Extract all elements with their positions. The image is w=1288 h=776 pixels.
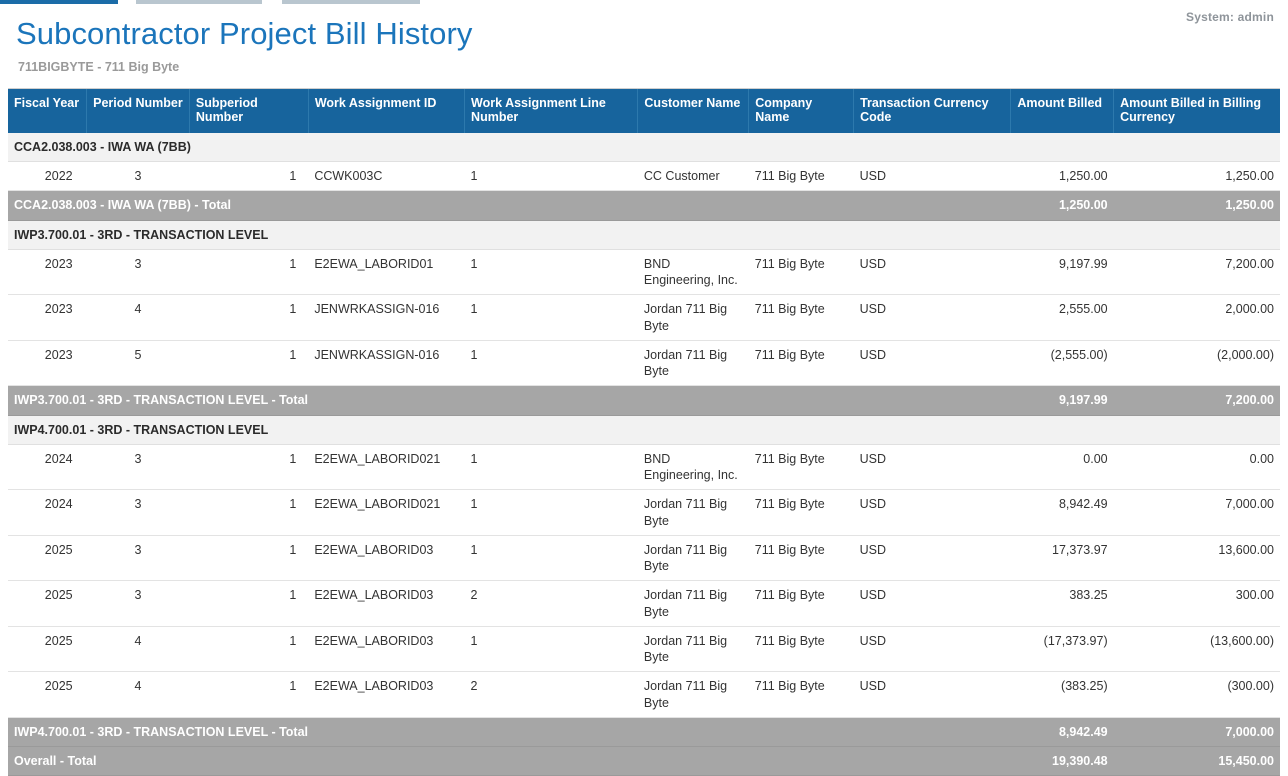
cell-work-assignment-id: E2EWA_LABORID01 xyxy=(308,249,464,295)
group-header-row xyxy=(8,133,1280,162)
cell-work-assignment-line-number: 1 xyxy=(465,535,638,581)
table-row xyxy=(8,672,1280,718)
cell-work-assignment-id: JENWRKASSIGN-016 xyxy=(308,295,464,341)
total-label: IWP4.700.01 - 3RD - TRANSACTION LEVEL - Total xyxy=(8,717,1011,746)
total-label: CCA2.038.003 - IWA WA (7BB) - Total xyxy=(8,191,1011,220)
table-row xyxy=(8,581,1280,627)
cell-amount-billed: 0.00 xyxy=(1011,444,1114,490)
cell-work-assignment-id: E2EWA_LABORID021 xyxy=(308,444,464,490)
bill-history-table xyxy=(8,89,1280,776)
total-amount-billed-billing-currency: 7,000.00 xyxy=(1114,717,1280,746)
cell-customer-name: Jordan 711 Big Byte xyxy=(638,626,749,672)
cell-company-name: 711 Big Byte xyxy=(749,626,854,672)
report-table-container xyxy=(8,88,1280,776)
table-row xyxy=(8,249,1280,295)
cell-customer-name: Jordan 711 Big Byte xyxy=(638,295,749,341)
cell-company-name: 711 Big Byte xyxy=(749,295,854,341)
cell-period-number: 4 xyxy=(87,672,190,718)
cell-transaction-currency-code: USD xyxy=(854,444,1011,490)
cell-fiscal-year: 2023 xyxy=(8,249,87,295)
column-header-work-assignment-id[interactable]: Work Assignment ID xyxy=(308,89,464,133)
cell-customer-name: Jordan 711 Big Byte xyxy=(638,535,749,581)
table-row xyxy=(8,490,1280,536)
cell-company-name: 711 Big Byte xyxy=(749,249,854,295)
group-header-label: IWP4.700.01 - 3RD - TRANSACTION LEVEL xyxy=(8,415,1280,444)
tab-stub-active[interactable] xyxy=(0,0,118,4)
cell-amount-billed-billing-currency: 7,200.00 xyxy=(1114,249,1280,295)
total-amount-billed-billing-currency: 15,450.00 xyxy=(1114,747,1280,776)
tab-stub-third[interactable] xyxy=(282,0,420,4)
cell-work-assignment-line-number: 2 xyxy=(465,672,638,718)
cell-subperiod-number: 1 xyxy=(189,162,308,191)
column-header-work-assignment-line-number[interactable]: Work Assignment Line Number xyxy=(465,89,638,133)
column-header-amount-billed[interactable]: Amount Billed xyxy=(1011,89,1114,133)
table-row xyxy=(8,626,1280,672)
cell-amount-billed: (17,373.97) xyxy=(1011,626,1114,672)
cell-fiscal-year: 2025 xyxy=(8,626,87,672)
total-amount-billed-billing-currency: 1,250.00 xyxy=(1114,191,1280,220)
total-amount-billed: 19,390.48 xyxy=(1011,747,1114,776)
table-row xyxy=(8,162,1280,191)
column-header-subperiod-number[interactable]: Subperiod Number xyxy=(189,89,308,133)
cell-amount-billed-billing-currency: 1,250.00 xyxy=(1114,162,1280,191)
cell-company-name: 711 Big Byte xyxy=(749,535,854,581)
column-header-customer-name[interactable]: Customer Name xyxy=(638,89,749,133)
cell-amount-billed: 383.25 xyxy=(1011,581,1114,627)
cell-company-name: 711 Big Byte xyxy=(749,581,854,627)
cell-work-assignment-line-number: 2 xyxy=(465,581,638,627)
page-subtitle: 711BIGBYTE - 711 Big Byte xyxy=(18,60,180,74)
cell-company-name: 711 Big Byte xyxy=(749,340,854,386)
cell-transaction-currency-code: USD xyxy=(854,626,1011,672)
total-amount-billed-billing-currency: 7,200.00 xyxy=(1114,386,1280,415)
cell-amount-billed-billing-currency: (2,000.00) xyxy=(1114,340,1280,386)
cell-period-number: 3 xyxy=(87,490,190,536)
total-label: IWP3.700.01 - 3RD - TRANSACTION LEVEL - Total xyxy=(8,386,1011,415)
cell-fiscal-year: 2023 xyxy=(8,295,87,341)
cell-fiscal-year: 2025 xyxy=(8,535,87,581)
cell-transaction-currency-code: USD xyxy=(854,249,1011,295)
cell-subperiod-number: 1 xyxy=(189,535,308,581)
cell-work-assignment-line-number: 1 xyxy=(465,249,638,295)
column-header-company-name[interactable]: Company Name xyxy=(749,89,854,133)
total-amount-billed: 8,942.49 xyxy=(1011,717,1114,746)
cell-work-assignment-line-number: 1 xyxy=(465,295,638,341)
cell-period-number: 5 xyxy=(87,340,190,386)
cell-subperiod-number: 1 xyxy=(189,295,308,341)
cell-work-assignment-id: E2EWA_LABORID03 xyxy=(308,535,464,581)
column-header-amount-billed-billing-currency[interactable]: Amount Billed in Billing Currency xyxy=(1114,89,1280,133)
cell-amount-billed: 1,250.00 xyxy=(1011,162,1114,191)
cell-period-number: 4 xyxy=(87,295,190,341)
cell-company-name: 711 Big Byte xyxy=(749,444,854,490)
total-label: Overall - Total xyxy=(8,747,1011,776)
table-body xyxy=(8,133,1280,776)
cell-subperiod-number: 1 xyxy=(189,626,308,672)
cell-transaction-currency-code: USD xyxy=(854,490,1011,536)
cell-subperiod-number: 1 xyxy=(189,444,308,490)
cell-transaction-currency-code: USD xyxy=(854,295,1011,341)
cell-work-assignment-line-number: 1 xyxy=(465,340,638,386)
group-header-label: IWP3.700.01 - 3RD - TRANSACTION LEVEL xyxy=(8,220,1280,249)
cell-amount-billed: 9,197.99 xyxy=(1011,249,1114,295)
total-row xyxy=(8,747,1280,776)
cell-subperiod-number: 1 xyxy=(189,340,308,386)
cell-work-assignment-id: E2EWA_LABORID03 xyxy=(308,581,464,627)
cell-company-name: 711 Big Byte xyxy=(749,490,854,536)
cell-subperiod-number: 1 xyxy=(189,490,308,536)
cell-amount-billed: (383.25) xyxy=(1011,672,1114,718)
tab-stub-second[interactable] xyxy=(136,0,262,4)
cell-subperiod-number: 1 xyxy=(189,249,308,295)
cell-amount-billed: (2,555.00) xyxy=(1011,340,1114,386)
cell-transaction-currency-code: USD xyxy=(854,162,1011,191)
cell-period-number: 3 xyxy=(87,249,190,295)
cell-amount-billed-billing-currency: 7,000.00 xyxy=(1114,490,1280,536)
cell-work-assignment-line-number: 1 xyxy=(465,626,638,672)
cell-amount-billed-billing-currency: 13,600.00 xyxy=(1114,535,1280,581)
cell-amount-billed-billing-currency: (13,600.00) xyxy=(1114,626,1280,672)
column-header-fiscal-year[interactable]: Fiscal Year xyxy=(8,89,87,133)
cell-fiscal-year: 2024 xyxy=(8,490,87,536)
table-row xyxy=(8,340,1280,386)
system-user-label: System: admin xyxy=(1186,10,1274,24)
cell-transaction-currency-code: USD xyxy=(854,340,1011,386)
total-row xyxy=(8,386,1280,415)
cell-customer-name: CC Customer xyxy=(638,162,749,191)
cell-subperiod-number: 1 xyxy=(189,581,308,627)
total-row xyxy=(8,717,1280,746)
cell-amount-billed: 17,373.97 xyxy=(1011,535,1114,581)
cell-amount-billed-billing-currency: 2,000.00 xyxy=(1114,295,1280,341)
cell-work-assignment-line-number: 1 xyxy=(465,444,638,490)
cell-work-assignment-line-number: 1 xyxy=(465,490,638,536)
cell-fiscal-year: 2022 xyxy=(8,162,87,191)
cell-period-number: 4 xyxy=(87,626,190,672)
table-header xyxy=(8,89,1280,133)
cell-fiscal-year: 2024 xyxy=(8,444,87,490)
cell-customer-name: BND Engineering, Inc. xyxy=(638,444,749,490)
cell-amount-billed: 2,555.00 xyxy=(1011,295,1114,341)
table-row xyxy=(8,535,1280,581)
cell-period-number: 3 xyxy=(87,581,190,627)
table-row xyxy=(8,295,1280,341)
cell-subperiod-number: 1 xyxy=(189,672,308,718)
cell-transaction-currency-code: USD xyxy=(854,581,1011,627)
cell-transaction-currency-code: USD xyxy=(854,535,1011,581)
group-header-row xyxy=(8,220,1280,249)
cell-customer-name: Jordan 711 Big Byte xyxy=(638,672,749,718)
table-row xyxy=(8,444,1280,490)
cell-work-assignment-id: E2EWA_LABORID03 xyxy=(308,672,464,718)
cell-fiscal-year: 2025 xyxy=(8,672,87,718)
cell-transaction-currency-code: USD xyxy=(854,672,1011,718)
cell-work-assignment-id: JENWRKASSIGN-016 xyxy=(308,340,464,386)
cell-fiscal-year: 2025 xyxy=(8,581,87,627)
cell-amount-billed-billing-currency: 0.00 xyxy=(1114,444,1280,490)
cell-amount-billed-billing-currency: 300.00 xyxy=(1114,581,1280,627)
cell-period-number: 3 xyxy=(87,535,190,581)
cell-work-assignment-line-number: 1 xyxy=(465,162,638,191)
cell-amount-billed-billing-currency: (300.00) xyxy=(1114,672,1280,718)
column-header-period-number[interactable]: Period Number xyxy=(87,89,190,133)
cell-fiscal-year: 2023 xyxy=(8,340,87,386)
cell-work-assignment-id: E2EWA_LABORID021 xyxy=(308,490,464,536)
column-header-transaction-currency-code[interactable]: Transaction Currency Code xyxy=(854,89,1011,133)
page-title: Subcontractor Project Bill History xyxy=(16,16,473,51)
table-header-row xyxy=(8,89,1280,133)
cell-customer-name: BND Engineering, Inc. xyxy=(638,249,749,295)
cell-amount-billed: 8,942.49 xyxy=(1011,490,1114,536)
tab-strip xyxy=(0,0,1288,6)
cell-company-name: 711 Big Byte xyxy=(749,162,854,191)
total-amount-billed: 9,197.99 xyxy=(1011,386,1114,415)
cell-work-assignment-id: CCWK003C xyxy=(308,162,464,191)
total-row xyxy=(8,191,1280,220)
cell-customer-name: Jordan 711 Big Byte xyxy=(638,490,749,536)
cell-customer-name: Jordan 711 Big Byte xyxy=(638,340,749,386)
group-header-label: CCA2.038.003 - IWA WA (7BB) xyxy=(8,133,1280,162)
cell-customer-name: Jordan 711 Big Byte xyxy=(638,581,749,627)
group-header-row xyxy=(8,415,1280,444)
cell-period-number: 3 xyxy=(87,162,190,191)
cell-work-assignment-id: E2EWA_LABORID03 xyxy=(308,626,464,672)
cell-period-number: 3 xyxy=(87,444,190,490)
total-amount-billed: 1,250.00 xyxy=(1011,191,1114,220)
cell-company-name: 711 Big Byte xyxy=(749,672,854,718)
